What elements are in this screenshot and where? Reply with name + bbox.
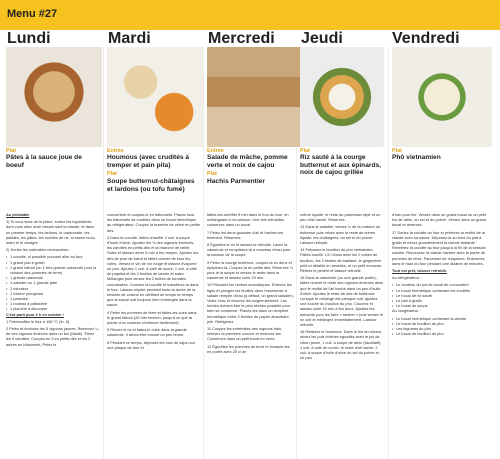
paragraph: 15 Dans la casserole (ou une grande poêle), faites revenir le reste des oignons émincés ainsi que le moitié de l'ail haché dans un peu d'huile d'olive. Ajoutez le reste de dés de butternut. Lorsque le mélange est presque cuit, ajoutez une louche du bouillon du pho. Couvrez et laissez cuire 10 min à feu doux. Ajoutez les épinards pour les faire « tomber » puis versez le riz cuit et mélangez immédiatement. Laissez refroidir. xyxy=(300,275,384,328)
paragraph: d'eau pour lier. Versez dans un grand bocal ou un petit bol de tahin, du sel et du poivre. Versez dans un grand bocal et réservez. xyxy=(392,212,487,228)
paragraph: 16 Réalisez le houmous. Dans le bol du mixeur, mixez les pois chiches égouttés avec le jus de citron jaune, 1 cuil. à soupe de tahin (facultatif), 1 cuil. à café de cumin, le reste d'ail haché, 2 cuil. à soupe d'huile d'olive du sel du poivre et un peu xyxy=(300,329,383,361)
list-item: • 1 saladier ou 1 grande jatte xyxy=(6,280,99,285)
entree-title: Salade de mâche, pomme verte et noix de cajou xyxy=(207,154,288,169)
paragraph: 10 Préparez les herbes aromatiques. Enlevez les tiges et plongez les feuilles dans l'essoreuse à salade remplie d'eau (à défaut, un grand saladier). Videz l'eau et essorez les soigneusement. Les herbes doivent être le plus sèches possible pour bien se conserver. Placez-les dans un récipient hermétique entre 2 feuilles de papier absorbant plié. Réfrigérez. xyxy=(207,282,294,324)
dish-photo-mardi xyxy=(107,47,203,147)
list-item: • 1 grand faitout (ou 1 très grande casserole pour la cuisson des pommes de terre) xyxy=(6,265,99,275)
plat-label: Plat xyxy=(107,171,117,177)
list-item: • Les légumes du pho xyxy=(392,326,492,331)
paragraph: 13 Dans le saladier, versez ¼ de la cuisson du butternut puis mixez avec le reste de crème liquide, les châtaignes, du sel et du poivre. Laissez refroidir. xyxy=(300,224,381,246)
plat-title: Soupe butternut-châtaignes et lardons (ou tofu fumé) xyxy=(107,178,195,193)
list-item: • 1 passoire xyxy=(6,296,99,301)
paragraph: 3 Dans la cocotte, faites chauffer 4 cuil. à soupe d'huile d'olive. Ajoutez les ¾ des oignons émincés, les carottes en petits dés et la branche de céleri. Salez et laissez dorer 5 min à feu moyen. Ajoutez les dés de joue de bœuf et faites colorer de tous les côtés. Versez le vin de vin rouge et laissez évaporer un peu. Ajoutez 1 cuil. à café de sucre, 1 cuil. à café de paprika et les 2 feuilles de laurier et salez. Mélangez puis versez les 2 boîtes de tomates concassées. Couvrez la cocotte et transférez-la dans le four. Laissez mijoter pendant toute la durée de la session de cuisine en vérifiant de temps en temps que la sauce soit toujours bien immergée dans la sauce. xyxy=(107,234,199,308)
dish-photo-mercredi xyxy=(207,47,303,147)
paragraph: Au congélateur : xyxy=(392,308,421,314)
plat-label: Plat xyxy=(6,148,16,154)
list-item: • Le bocal de bouillon de pho xyxy=(392,321,492,326)
column-divider xyxy=(103,47,104,459)
dish-photo-vendredi xyxy=(392,47,492,147)
recipe-steps-mercredi xyxy=(207,212,294,356)
day-title-vendredi: Vendredi xyxy=(392,30,460,47)
list-item: • Le bocal de bouillon du pho xyxy=(392,331,492,336)
entree-title: Houmous (avec crudités à tremper et pain pita) xyxy=(107,154,190,169)
paragraph: faites-les torréfier 5 min dans le four du four, en mélangeant à mi-cuisson. Une fois refroidies, conservez dans un bocal. xyxy=(207,212,289,228)
paragraph: 12 Égouttez les pommes de terre et écrasez-les en purée avec 25 cl de xyxy=(207,343,290,354)
column-lundi xyxy=(6,47,102,459)
plat-label: Plat xyxy=(300,148,310,154)
day-title-lundi: Lundi xyxy=(7,30,51,47)
column-divider xyxy=(203,47,204,459)
list-item: • Le plat à gratin xyxy=(392,298,492,303)
section-heading: C'est parti pour 2 h en cuisine ! xyxy=(6,311,64,317)
list-item: • 1 rouleau à pâtisserie xyxy=(6,301,99,306)
dish-photo-jeudi xyxy=(300,47,384,147)
list-item: • 1 planche à découper xyxy=(6,306,99,311)
column-jeudi xyxy=(300,47,396,459)
paragraph: 8 Égouttez le riz et laissez-le refroidir. Lavez la casserole et remplissez-la à nouveau d'eau pour la cuisson de la soupe. xyxy=(207,242,291,258)
list-item: • Le contenu du pot de bocal de concombre xyxy=(392,282,492,287)
recipe-steps-mardi xyxy=(107,212,200,352)
list-item: • 1 grand plat à gratin xyxy=(6,260,99,265)
recipe-steps-lundi xyxy=(6,212,99,349)
paragraph: 2 Pelez et émincez les 5 oignons jaunes. Réservez ¼ de ces oignons émincés dans un bol (Mardi). Pelez les 5 carottes. Coupez-en 3 en petits dés et les 2 autres en bâtonnets. Pelez le xyxy=(6,326,99,347)
column-mardi xyxy=(107,47,203,459)
list-item: • 1 cocotte, si possible pouvant aller au four xyxy=(6,254,99,259)
entree-label: Entrée xyxy=(107,148,124,154)
paragraph: 6 Pendant ce temps, déposez les noix de cajou sur une plaque de four et xyxy=(107,339,196,350)
plat-title: Riz sauté à la courge butternut et aux épinards, noix de cajou grillée xyxy=(300,154,381,177)
day-title-mercredi: Mercredi xyxy=(208,30,275,47)
menu-title: Menu #27 xyxy=(7,8,58,20)
list-item: • Le bocal de soupe xyxy=(392,303,492,308)
column-vendredi xyxy=(392,47,496,459)
plat-title: Hachis Parmentier xyxy=(207,178,265,185)
paragraph: 1 Préchauffez le four à 180 °C (th. 6). xyxy=(6,318,71,324)
section-heading: Au préalable xyxy=(6,212,30,217)
dish-photo-lundi xyxy=(6,47,102,147)
day-title-jeudi: Jeudi xyxy=(301,30,343,47)
paragraph: 17 Sortez la cocotte du four et prélevez la moitié de la viande avec sa sauce. Déposez-la au fond du plat à gratin et mixez grossièrement la viande restante. Remettez la cocotte au four jusqu'à la fin de la session cuisine. Recouvrez la viande hachée avec la purée de pommes de terre. Parsemez de chapelure. Enfournez dans le haut du four pendant une dizaine de minutes. xyxy=(392,229,486,266)
header-bar xyxy=(0,0,500,30)
list-item: • Le bocal de riz sauté xyxy=(392,293,492,298)
paragraph: crème liquide, le reste du parmesan râpé et un peu d'ail haché. Réservez. xyxy=(300,212,381,223)
paragraph: Au réfrigérateur : xyxy=(392,275,422,281)
plat-label: Plat xyxy=(392,148,402,154)
paragraph: 7 Pelez les deux gousses d'ail et hachez-les finement. Réservez. xyxy=(207,229,284,240)
section-heading: Tout est prêt, laissez refroidir. xyxy=(392,268,448,274)
recipe-steps-vendredi xyxy=(392,212,492,336)
column-mercredi xyxy=(207,47,303,459)
recipe-steps-jeudi xyxy=(300,212,384,362)
paragraph: 5 Rincez le riz et faites-le cuire dans la grande casserole. Il devra être encore un peu ferme. xyxy=(107,327,187,338)
paragraph: 9 Pelez la courge butternut, coupez-la en deux et épépinez-la. Coupez-la en petits dés. Réservez ¼ pour le la soupe et versez le reste dans la casserole et laissez cuire 20 min. xyxy=(207,259,294,281)
entree-label: Entrée xyxy=(207,148,224,154)
list-item: • Le bocal hermétique contenant les crudités xyxy=(392,288,492,293)
list-item: • 1 mixeur plongeant xyxy=(6,291,99,296)
list-item: • 1 grande casserole xyxy=(6,275,99,280)
plat-title: Pâtes à la sauce joue de boeuf xyxy=(6,154,82,169)
list-item: • Le bocal hermétique contenant la viande xyxy=(392,316,492,321)
plat-label: Plat xyxy=(207,171,217,177)
list-item: • 1 minuteur xyxy=(6,286,99,291)
paragraph: 2) Sortez les ustensiles nécessaires : xyxy=(6,247,71,253)
paragraph: 1) Si vous avez de la place, sortez les ingrédients dont vous allez avoir besoin sauf la viande, et dans un premier temps, les lardons, le cassonade, les patates, les pâtes, les nouilles de riz, la sauce nuoc-mâm et le vinaigre. xyxy=(6,219,96,246)
paragraph: 14 Préparez le bouillon du pho vietnamien. Faites bouillir 1,5 l d'eau avec les 2 cubes de bouillon, les 2 étoiles de badiane, le gingembre pelé et détaillé en lamelles, et un petit morceau. Retirez le piment et laissez refroidir. xyxy=(300,247,383,274)
plat-title: Phô vietnamien xyxy=(392,154,441,161)
day-title-mardi: Mardi xyxy=(108,30,151,47)
paragraph: concombre et coupez-le en bâtonnets. Placez tous les bâtonnets de crudités dans un bocal hermétique au réfrigérateur. Coupez la branche de céleri en petits dés. xyxy=(107,212,200,233)
paragraph: 4 Pelez les pommes de terre et faites-les cuire dans le grand faitout (20 min environ, jusqu'à ce que la pointe d'un couteau s'enfonce facilement). xyxy=(107,309,197,326)
paragraph: 11 Coupez les extrémités des oignons frais, enlevez la première couche et émincez-les. Conservez dans un petit bocal en verre. xyxy=(207,326,283,342)
